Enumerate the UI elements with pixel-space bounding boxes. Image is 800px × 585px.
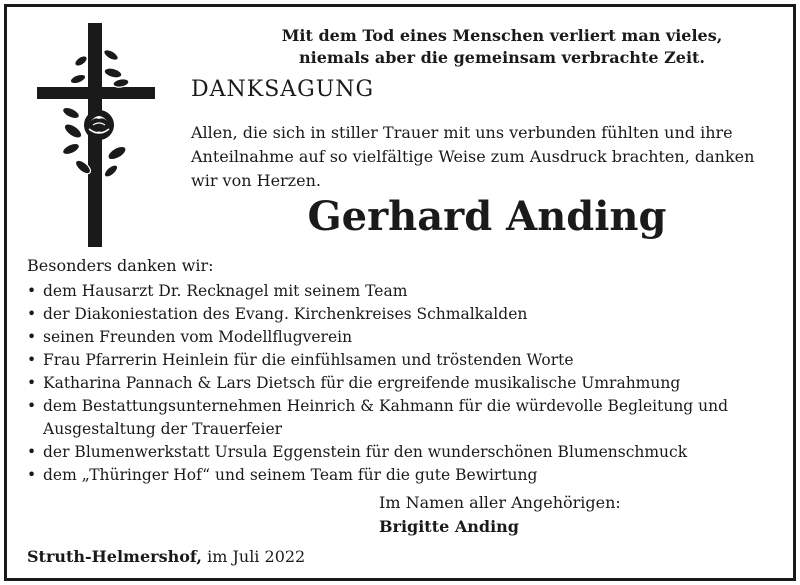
motto-line-2: niemals aber die gemeinsam verbrachte Zeit. <box>299 48 705 67</box>
place-date: im Juli 2022 <box>207 547 306 566</box>
notice-heading: DANKSAGUNG <box>191 77 375 102</box>
list-item: • dem Hausarzt Dr. Recknagel mit seinem Team <box>25 280 765 303</box>
motto-quote <box>237 25 767 69</box>
deceased-name: Gerhard Anding <box>307 193 667 240</box>
special-thanks-label: Besonders danken wir: <box>27 256 214 275</box>
thanks-list <box>25 280 765 487</box>
list-item: • der Blumenwerkstatt Ursula Eggenstein für den wunderschönen Blumenschmuck <box>25 441 765 464</box>
signer-name: Brigitte Anding <box>379 517 519 536</box>
list-item: • dem „Thüringer Hof“ und seinem Team für die gute Bewirtung <box>25 464 765 487</box>
obituary-notice <box>4 4 796 581</box>
cross-with-rose-icon <box>33 21 163 251</box>
list-item: • seinen Freunden vom Modellflugverein <box>25 326 765 349</box>
on-behalf-text: Im Namen aller Angehörigen: <box>379 493 621 512</box>
list-item: • dem Bestattungsunternehmen Heinrich & Kahmann für die würdevolle Begleitung und Ausgestaltung der Trauerfeier <box>25 395 765 441</box>
list-item: • Frau Pfarrerin Heinlein für die einfühlsamen und tröstenden Worte <box>25 349 765 372</box>
place-town: Struth-Helmershof, <box>27 547 202 566</box>
list-item: • Katharina Pannach & Lars Dietsch für die ergreifende musikalische Umrahmung <box>25 372 765 395</box>
intro-text: Allen, die sich in stiller Trauer mit uns verbunden fühlten und ihre Anteilnahme auf so vielfältige Weise zum Ausdruck brachten, danken wir von Herzen. <box>191 123 755 190</box>
motto-line-1: Mit dem Tod eines Menschen verliert man vieles, <box>281 26 723 45</box>
list-item: • der Diakoniestation des Evang. Kirchenkreises Schmalkalden <box>25 303 765 326</box>
signature-block <box>379 491 621 539</box>
place-and-date <box>27 547 305 566</box>
